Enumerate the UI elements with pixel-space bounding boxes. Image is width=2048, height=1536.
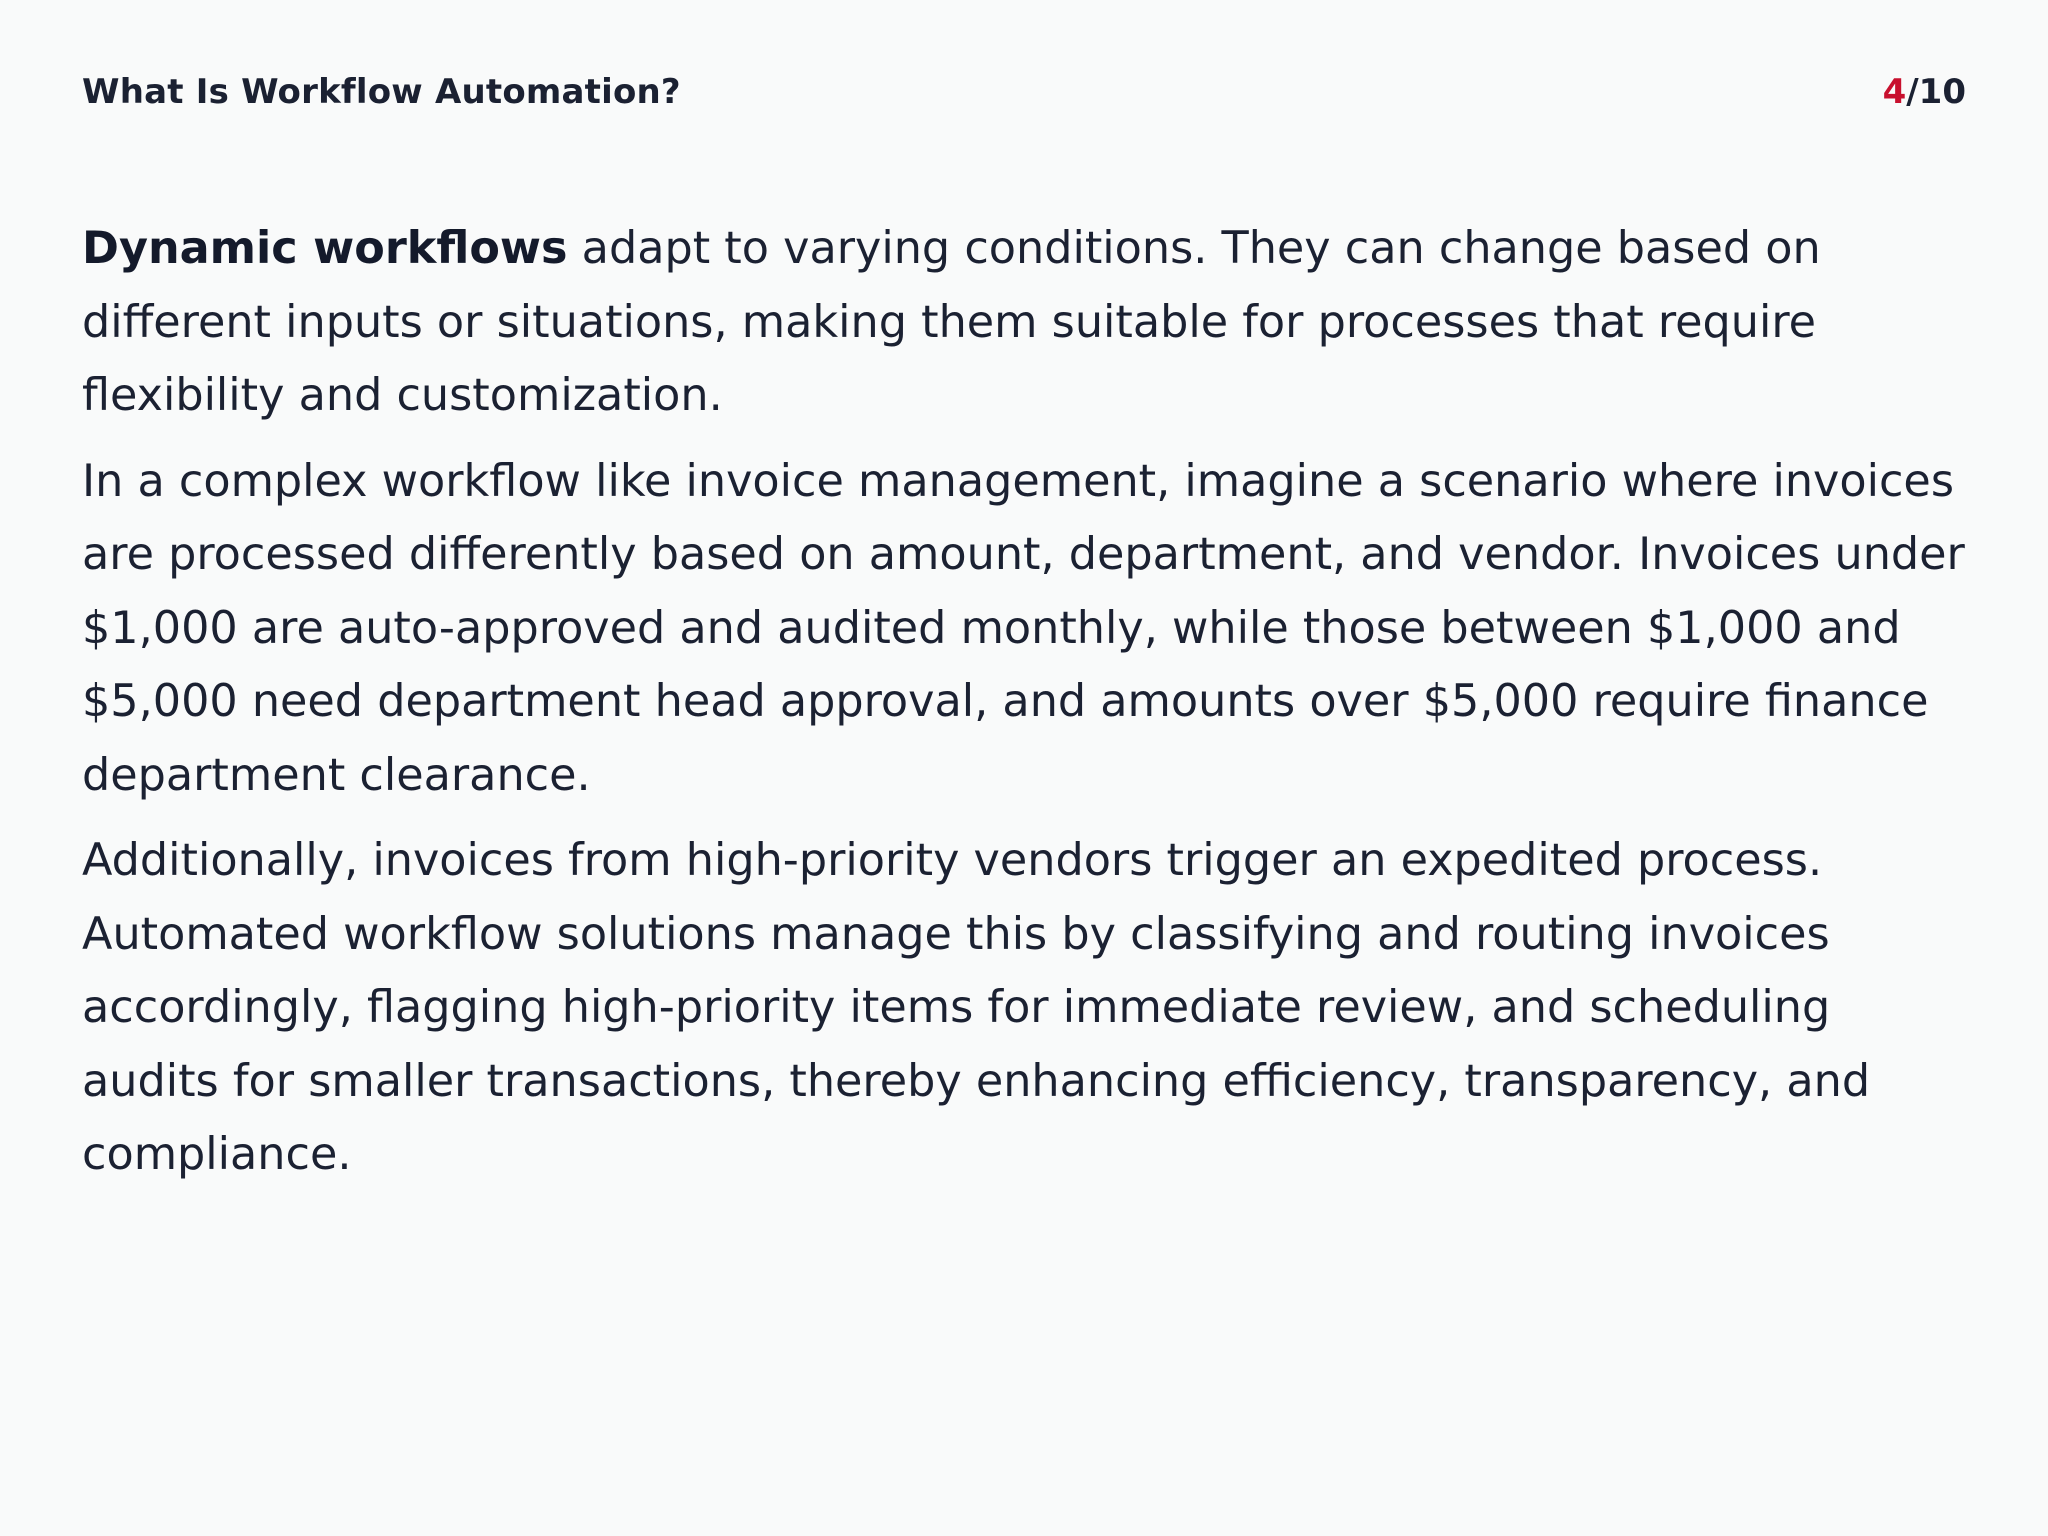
paragraph-dynamic-workflows [82,212,1972,433]
page-current: 4 [1882,72,1907,112]
slide-title: What Is Workflow Automation? [82,72,681,112]
slide-header [82,70,1966,114]
paragraph-expedited-process: Additionally, invoices from high-priority vendors trigger an expedited process. Automated workflow solutions manage this by classifying and routing invoices accordingly, flagging high-priority items for immediate review, and scheduling audits for smaller transactions, thereby enhancing efficiency, transparency, and compliance. [82,835,1871,1180]
page-counter [1883,72,1966,112]
bold-lead-term: Dynamic workflows [82,223,568,274]
page-total: 10 [1918,72,1966,112]
paragraph-text: adapt to varying conditions. They can change based on different inputs or situations, making them suitable for processes that require flexibility and customization. [82,223,1821,421]
paragraph-invoice-example: In a complex workflow like invoice management, imagine a scenario where invoices are processed differently based on amount, department, and vendor. Invoices under $1,000 are auto-approved and audited monthly, while those between $1,000 and $5,000 need department head approval, and amounts over $5,000 require finance department clearance. [82,455,1965,801]
page-separator: / [1906,72,1919,112]
slide-body [82,212,1972,1204]
